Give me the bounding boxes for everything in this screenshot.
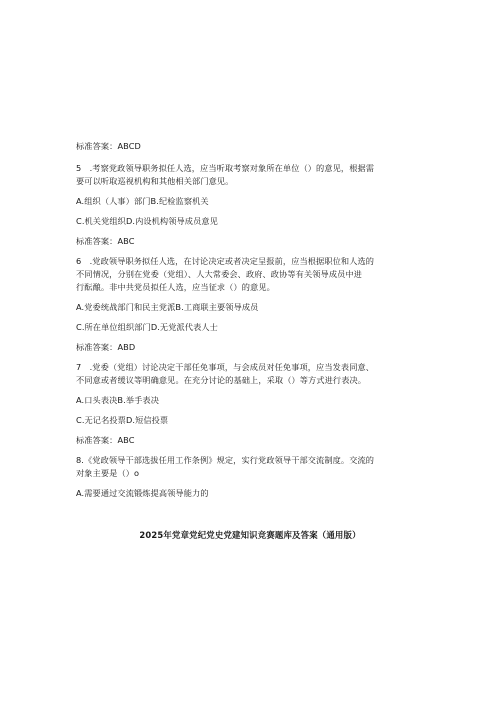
question-6-options-ab: A.党委统战部门和民主党派B.工商联主要领导成员 (76, 302, 259, 312)
question-5-options-ab: A.组织（人事）部门B.纪检监察机关 (76, 196, 209, 206)
question-8-text-line-2: 对象主要是（）o (76, 468, 140, 478)
question-8-text-line-1: 8.《党政领导干部选拔任用工作条例》规定，实行党政领导干部交流制度。交流的 (76, 455, 375, 465)
answer-line-q5: 标准答案：ABC (76, 236, 135, 246)
question-6-text-line-3: 行酝酿。非中共党员拟任人选，应当征求（）的意见。 (76, 282, 275, 292)
document-body (76, 140, 424, 500)
question-6-text-line-2: 不同情况，分别在党委（党组）、人大常委会、政府、政协等有关领导成员中进 (76, 269, 362, 279)
page-footer-title: 2025年党章党纪党史党建知识竞赛题库及答案（通用版） (139, 530, 361, 540)
answer-line-q4: 标准答案：ABCD (76, 141, 141, 151)
question-5-text-line-1: 5 .考察党政领导职务拟任人选，应当听取考察对象所在单位（）的意见，根据需 (76, 163, 375, 173)
question-7-text-line-2: 不同意或者缓议等明确意见。在充分讨论的基础上，采取（）等方式进行表决。 (76, 375, 367, 385)
question-7-options-ab: A.口头表决B.举手表决 (76, 395, 159, 405)
answer-line-q7: 标准答案：ABC (76, 435, 135, 445)
question-5-options-cd: C.机关党组织D.内设机构领导成员意见 (76, 216, 218, 226)
question-8-option-a: A.需要通过交流锻炼提高领导能力的 (76, 488, 209, 498)
question-6-options-cd: C.所在单位组织部门D.无党派代表人士 (76, 322, 218, 332)
question-7-text-line-1: 7 .党委（党组）讨论决定干部任免事项，与会成员对任免事项，应当发表同意、 (76, 362, 375, 372)
question-7-options-cd: C.无记名投票D.短信投票 (76, 415, 169, 425)
answer-line-q6: 标准答案：ABD (76, 342, 136, 352)
question-5-text-line-2: 要可以听取巡视机构和其他相关部门意见。 (76, 176, 234, 186)
question-6-text-line-1: 6 .党政领导职务拟任人选，在讨论决定或者决定呈报前，应当根据职位和人选的 (76, 256, 375, 266)
